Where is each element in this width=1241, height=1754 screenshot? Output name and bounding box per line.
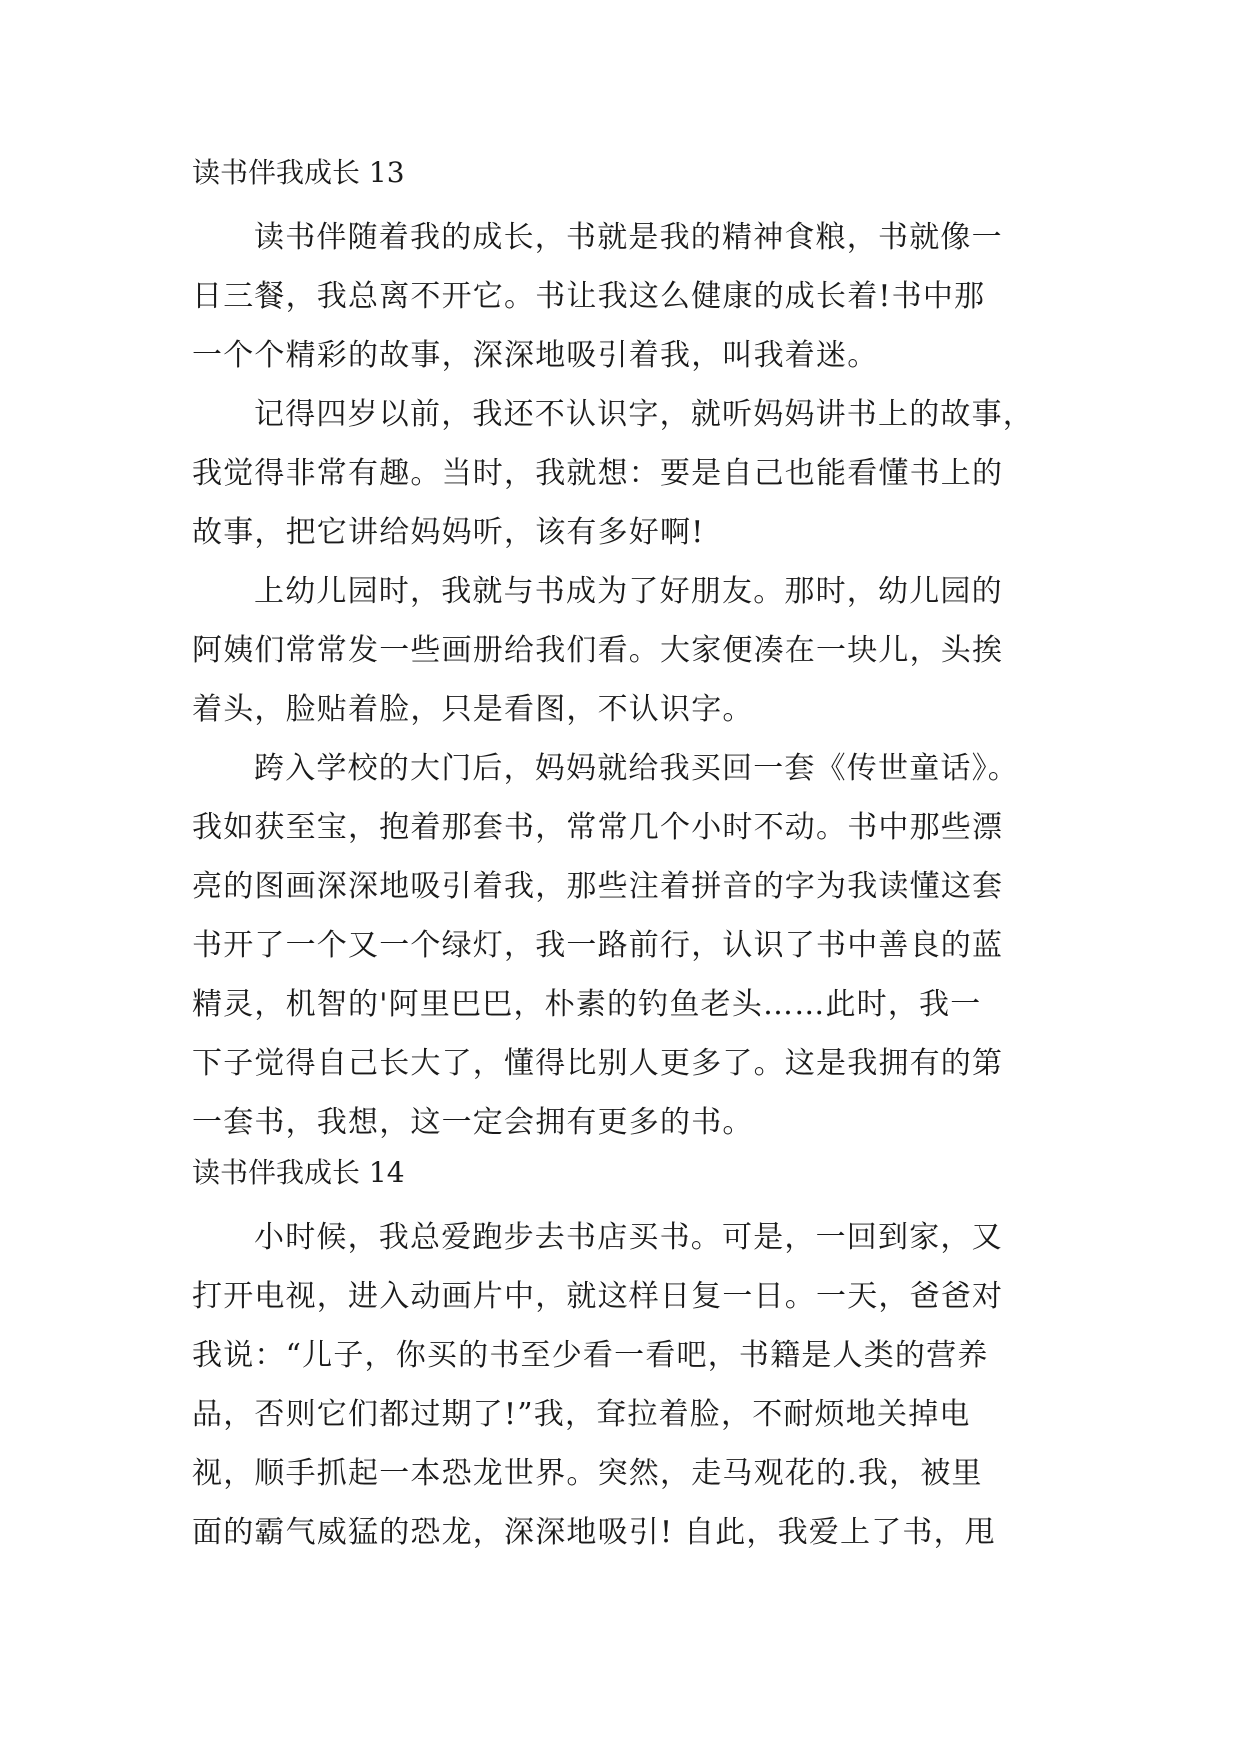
paragraph	[192, 385, 1062, 562]
text-line: 视，顺手抓起一本恐龙世界。突然，走马观花的.我，被里	[192, 1456, 983, 1491]
text-line: 我觉得非常有趣。当时，我就想：要是自己也能看懂书上的	[192, 456, 1004, 491]
text-line: 下子觉得自己长大了，懂得比别人更多了。这是我拥有的第	[192, 1046, 1004, 1081]
text-line: 日三餐，我总离不开它。书让我这么健康的成长着!书中那	[192, 279, 986, 314]
text-line: 着头，脸贴着脸，只是看图，不认识字。	[192, 692, 754, 727]
text-line: 故事，把它讲给妈妈听，该有多好啊!	[192, 515, 705, 550]
document-body	[192, 152, 1062, 1562]
text-line: 打开电视，进入动画片中，就这样日复一日。一天，爸爸对	[192, 1279, 1004, 1314]
section-title: 读书伴我成长 14	[192, 1156, 405, 1189]
text-line: 面的霸气威猛的恐龙，深深地吸引! 自此，我爱上了书，甩	[192, 1515, 996, 1550]
text-line: 小时候，我总爱跑步去书店买书。可是，一回到家，又	[254, 1220, 1003, 1255]
paragraph	[192, 1208, 1062, 1562]
text-line: 我如获至宝，抱着那套书，常常几个小时不动。书中那些漂	[192, 810, 1004, 845]
text-line: 精灵，机智的'阿里巴巴，朴素的钓鱼老头……此时，我一	[192, 987, 982, 1022]
text-line: 一个个精彩的故事，深深地吸引着我，叫我着迷。	[192, 338, 879, 373]
text-line: 跨入学校的大门后，妈妈就给我买回一套《传世童话》。	[254, 751, 1019, 786]
paragraph	[192, 562, 1062, 739]
text-line: 亮的图画深深地吸引着我，那些注着拼音的字为我读懂这套	[192, 869, 1004, 904]
text-line: 上幼儿园时，我就与书成为了好朋友。那时，幼儿园的	[254, 574, 1003, 609]
text-line: 品，否则它们都过期了!”我，耷拉着脸，不耐烦地关掉电	[192, 1397, 971, 1432]
text-line: 读书伴随着我的成长，书就是我的精神食粮，书就像一	[254, 220, 1003, 255]
text-line: 记得四岁以前，我还不认识字，就听妈妈讲书上的故事，	[254, 397, 1034, 432]
paragraph	[192, 739, 1062, 1152]
text-line: 书开了一个又一个绿灯，我一路前行，认识了书中善良的蓝	[192, 928, 1004, 963]
text-line: 一套书，我想，这一定会拥有更多的书。	[192, 1105, 754, 1140]
text-line: 我说：“儿子，你买的书至少看一看吧，书籍是人类的营养	[192, 1338, 989, 1373]
section-title: 读书伴我成长 13	[192, 156, 405, 189]
paragraph	[192, 208, 1062, 385]
text-line: 阿姨们常常发一些画册给我们看。大家便凑在一块儿，头挨	[192, 633, 1004, 668]
